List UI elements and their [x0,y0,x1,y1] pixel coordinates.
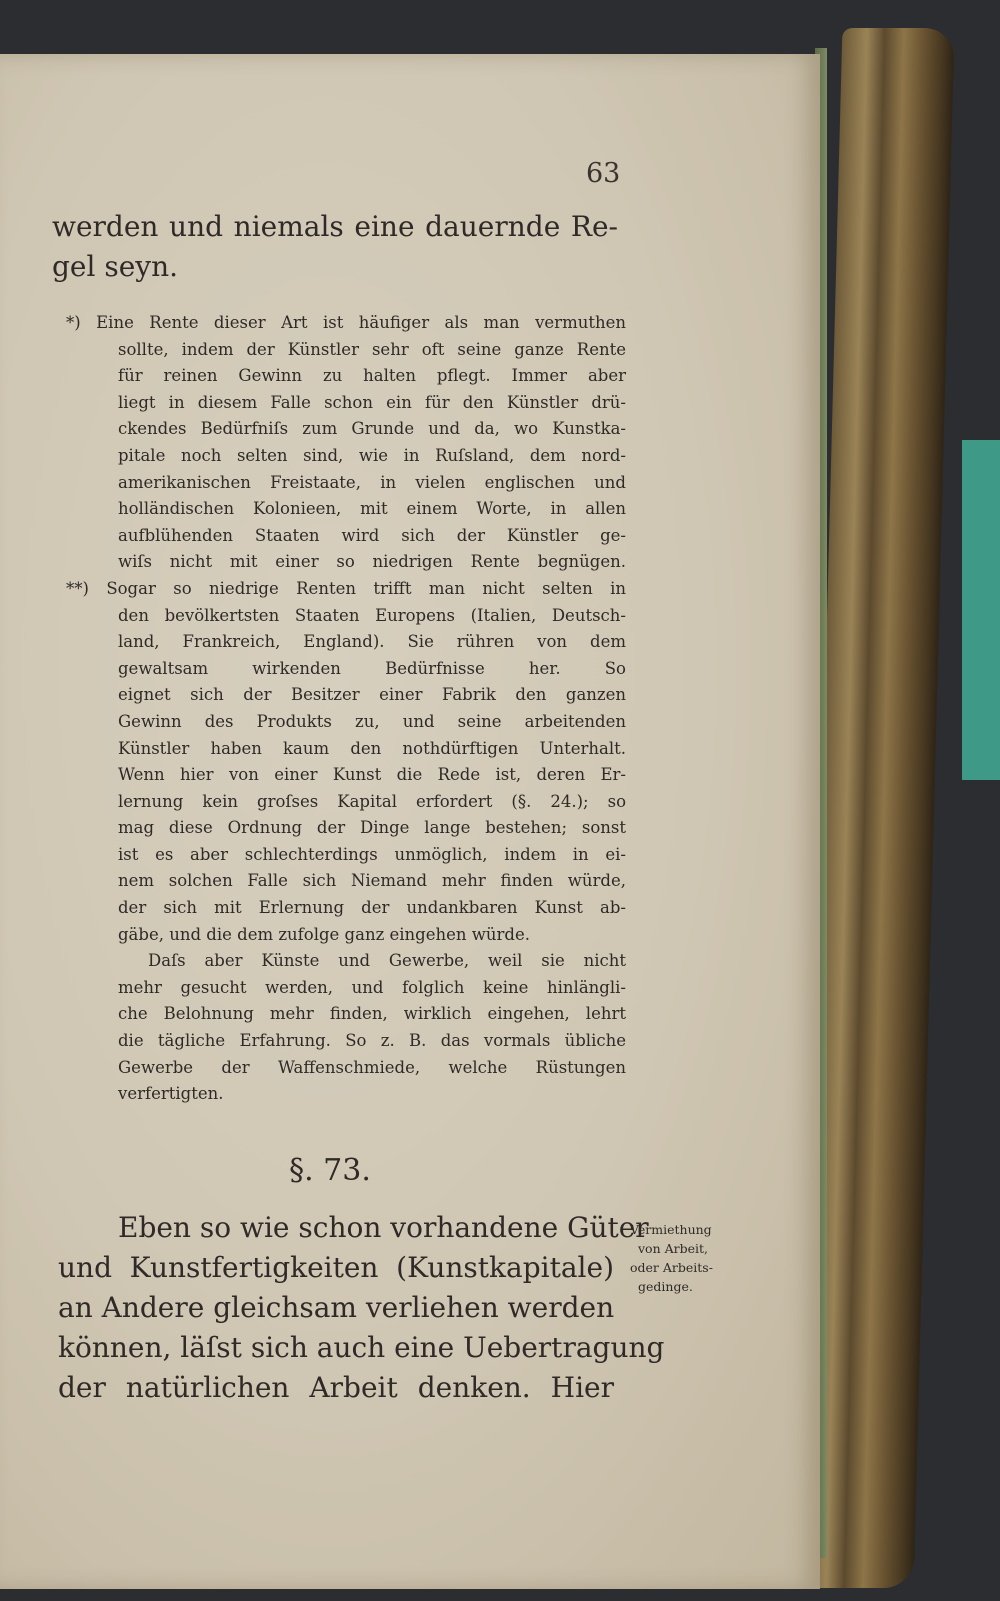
footnote-line: liegt in diesem Falle schon ein für den Künstler drü- [118,392,626,412]
footnote-line: Wenn hier von einer Kunst die Rede ist, deren Er- [118,765,626,785]
margin-note-line: Vermiethung [630,1222,712,1237]
text-line: Eben so wie schon vorhandene Güter [118,1211,649,1244]
margin-note-line: von Arbeit, [638,1241,709,1256]
footnote-line: den bevölkertsten Staaten Europens (Italien, Deutsch- [118,605,626,625]
footnote-line: eignet sich der Besitzer einer Fabrik den ganzen [118,685,626,705]
footnote-line: ckendes Bedürfniſs zum Grunde und da, wo Kunstka- [118,419,626,439]
footnote-line: pitale noch selten sind, wie in Ruſsland, dem nord- [118,445,626,465]
footnote-line: gewaltsam wirkenden Bedürfnisse her. So [118,658,626,678]
footnote-line: die tägliche Erfahrung. So z. B. das vormals übliche [118,1031,626,1051]
page-number: 63 [586,158,621,189]
footnote-line: ist es aber schlechterdings unmöglich, indem in ei- [118,844,626,864]
footnote-line: che Belohnung mehr finden, wirklich eingehen, lehrt [118,1004,626,1024]
footnote-line: mag diese Ordnung der Dinge lange bestehen; sonst [118,818,626,838]
footnote-line: holländischen Kolonieen, mit einem Worte, in allen [118,499,626,519]
footnote-line: nem solchen Falle sich Niemand mehr finden würde, [118,871,626,891]
footnote-line: Gewerbe der Waffenschmiede, welche Rüstungen [118,1057,626,1077]
opening-text [52,207,618,287]
footnote-line: sollte, indem der Künstler sehr oft seine ganze Rente [118,339,626,359]
teal-marker [962,440,1000,780]
section-text [58,1208,665,1408]
text-line: können, läſst sich auch eine Uebertragung [58,1331,665,1364]
footnote-line: Daſs aber Künste und Gewerbe, weil sie nicht [148,951,626,971]
footnotes [66,310,626,1108]
margin-note-line: gedinge. [638,1279,693,1294]
footnote-line: *) Eine Rente dieser Art ist häufiger als man vermuthen [66,313,626,332]
text-line: und Kunstfertigkeiten (Kunstkapitale) [58,1251,614,1284]
footnote-line: **) Sogar so niedrige Renten trifft man nicht selten in [66,578,626,598]
footnote-line: für reinen Gewinn zu halten pflegt. Immer aber [118,366,626,386]
margin-note-line: oder Arbeits- [630,1260,713,1275]
footnote-line: Künstler haben kaum den nothdürftigen Unterhalt. [118,738,626,758]
footnote-line: Gewinn des Produkts zu, und seine arbeitenden [118,711,626,731]
text-line: der natürlichen Arbeit denken. Hier [58,1371,614,1404]
footnote-line: aufblühenden Staaten wird sich der Künstler ge- [118,525,626,545]
footnote-line: verfertigten. [118,1084,224,1104]
text-line: werden und niemals eine dauernde Re- [52,210,618,243]
text-line: gel seyn. [52,250,179,283]
footnote-line: mehr gesucht werden, und folglich keine hinlängli- [118,977,626,997]
margin-note [630,1220,730,1296]
footnote-line: amerikanischen Freistaate, in vielen englischen und [118,472,626,492]
text-line: an Andere gleichsam verliehen werden [58,1291,615,1324]
footnote-line: wiſs nicht mit einer so niedrigen Rente begnügen. [118,552,626,572]
footnote-line: lernung kein groſses Kapital erfordert (§. 24.); so [118,791,626,811]
footnote-line: der sich mit Erlernung der undankbaren Kunst ab- [118,898,626,918]
footnote-line: gäbe, und die dem zufolge ganz eingehen würde. [118,924,530,944]
footnote-line: land, Frankreich, England). Sie rühren von dem [118,632,626,652]
section-heading: §. 73. [289,1153,371,1188]
